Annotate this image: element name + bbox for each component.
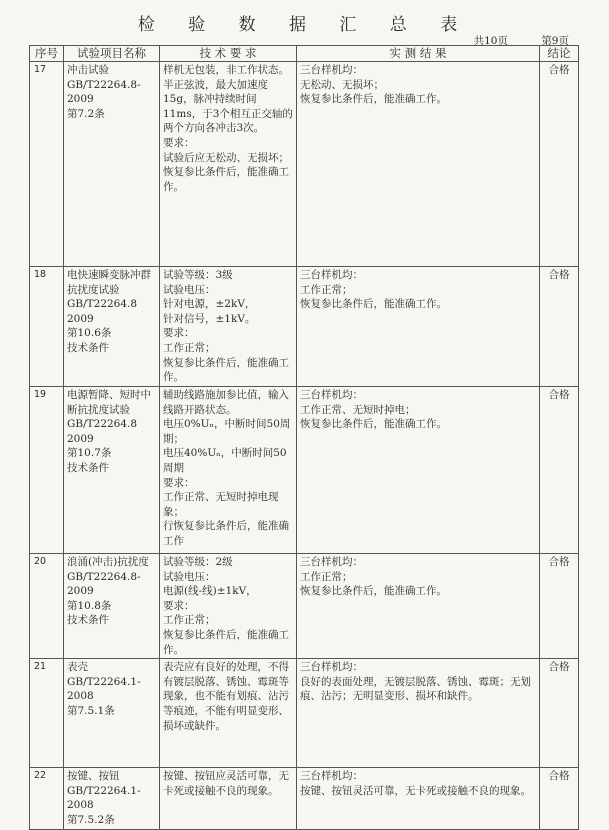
header-conclusion: 结论 <box>540 46 579 62</box>
requirement-line: 工作正常、无短时掉电现象； <box>163 491 279 518</box>
measured-line: 三台样机均： <box>300 556 363 568</box>
test-item-name-line: GB/T22264.1- <box>67 675 141 688</box>
measured-line: 恢复参比条件后，能准确工作。 <box>300 298 447 311</box>
measured-line: 三台样机均： <box>300 770 363 783</box>
requirement-line: 针对信号，±1kV。 <box>163 312 256 325</box>
requirement-line: 工作正常； <box>163 614 216 627</box>
measured-line: 工作正常； <box>300 570 353 583</box>
requirement-line: 试验电压： <box>163 283 216 296</box>
technical-requirement <box>160 267 297 387</box>
technical-requirement <box>160 62 297 267</box>
measured-result <box>297 554 540 659</box>
test-item-name-line: 2008 <box>67 690 94 703</box>
requirement-line: 恢复参比条件后，能准确工作。 <box>163 356 289 384</box>
test-item-name-line: GB/T22264.8- <box>67 570 141 583</box>
measured-result <box>297 659 540 768</box>
measured-result <box>297 267 540 387</box>
requirement-line: 行恢复参比条件后，能准确工作 <box>163 520 289 547</box>
measured-line: 三台样机均： <box>300 269 363 281</box>
requirement-line: 针对电源，±2kV， <box>163 298 256 311</box>
test-item-name-line: GB/T22264.8- <box>67 78 141 91</box>
conclusion: 合格 <box>540 267 579 387</box>
measured-line: 工作正常； <box>300 283 353 296</box>
header-no: 序号 <box>30 46 64 62</box>
test-item-name-line: GB/T22264.8 <box>67 418 138 431</box>
row-number: 21 <box>30 659 64 768</box>
measured-result <box>297 768 540 829</box>
measured-result <box>297 387 540 554</box>
table-row <box>30 387 579 554</box>
test-item-name-line: GB/T22264.8 <box>67 298 138 311</box>
requirement-line: 电源(线-线)±1kV， <box>163 585 257 598</box>
data-summary-table <box>29 45 579 830</box>
test-item-name-line: 第7.5.1条 <box>67 704 115 717</box>
requirement-line: 试验电压： <box>163 570 216 583</box>
requirement-line: 电压0%Uₙ，中断时间50周期； <box>163 418 291 445</box>
test-item-name-line: 表壳 <box>67 661 88 674</box>
test-item-name-line: 第10.8条 <box>67 599 112 612</box>
test-item-name-line: 2009 <box>67 432 94 445</box>
test-item-name <box>64 62 160 267</box>
test-item-name-line: 第10.7条 <box>67 447 112 460</box>
row-number: 19 <box>30 387 64 554</box>
requirement-line: 电压40%Uₙ，中断时间50周期 <box>163 447 287 474</box>
test-item-name <box>64 659 160 768</box>
page-number: 第9页 <box>541 35 569 47</box>
conclusion: 合格 <box>540 659 579 768</box>
requirement-line: 恢复参比条件后，能准确工作。 <box>163 628 289 656</box>
test-item-name-line: 技术条件 <box>67 461 109 474</box>
test-item-name-line: 2009 <box>67 585 94 598</box>
total-pages: 共10页 <box>473 35 508 47</box>
test-item-name <box>64 554 160 659</box>
measured-line: 恢复参比条件后，能准确工作。 <box>300 585 447 598</box>
table-row <box>30 768 579 829</box>
test-item-name-line: 2008 <box>67 799 94 812</box>
requirement-line: 试验后应无松动、无损坏； <box>163 151 289 164</box>
header-item-name: 试验项目名称 <box>64 46 160 62</box>
requirement-line: 表壳应有良好的处理，不得有镀层脱落、锈蚀、霉斑等现象，也不能有划痕、沾污等痕迹，不能有明显变形、损坏或缺件。 <box>163 661 289 732</box>
requirement-line: 按键、按钮应灵活可靠，无卡死或接触不良的现象。 <box>163 770 289 797</box>
table-row <box>30 62 579 267</box>
test-item-name-line: 按键、按钮 <box>67 770 120 783</box>
table-header-row <box>30 46 579 62</box>
conclusion: 合格 <box>540 387 579 554</box>
requirement-line: 半正弦波，最大加速度15g，脉冲持续时间11ms，于3个相互正交轴的两个方向各冲击3次。 <box>163 78 293 135</box>
measured-line: 按键、按钮灵活可靠，无卡死或接触不良的现象。 <box>300 784 531 797</box>
conclusion: 合格 <box>540 62 579 267</box>
test-item-name-line: 冲击试验 <box>67 64 109 76</box>
requirement-line: 样机无包装，非工作状态。 <box>163 64 289 76</box>
test-item-name-line: 第7.5.2条 <box>67 813 115 826</box>
technical-requirement <box>160 768 297 829</box>
requirement-line: 工作正常； <box>163 341 216 354</box>
document-title: 检 验 数 据 汇 总 表 <box>137 15 472 35</box>
measured-line: 无松动、无损坏； <box>300 78 384 91</box>
row-number: 22 <box>30 768 64 829</box>
measured-line: 三台样机均： <box>300 661 363 674</box>
row-number: 18 <box>30 267 64 387</box>
requirement-line: 要求： <box>163 327 195 340</box>
test-item-name-line: 技术条件 <box>67 614 109 627</box>
technical-requirement <box>160 387 297 554</box>
measured-line: 三台样机均： <box>300 64 363 76</box>
test-item-name-line: 第7.2条 <box>67 107 105 120</box>
requirement-line: 要求： <box>163 599 195 612</box>
test-item-name <box>64 387 160 554</box>
measured-line: 恢复参比条件后，能准确工作。 <box>300 93 447 106</box>
conclusion: 合格 <box>540 554 579 659</box>
requirement-line: 试验等级：3级 <box>163 269 233 281</box>
measured-line: 良好的表面处理，无镀层脱落、锈蚀、霉斑；无划痕、沾污；无明显变形、损坏和缺件。 <box>300 675 531 703</box>
table-row <box>30 659 579 768</box>
test-item-name-line: 第10.6条 <box>67 327 112 340</box>
test-item-name-line: 2009 <box>67 93 94 106</box>
header-requirement: 技 术 要 求 <box>160 46 297 62</box>
requirement-line: 恢复参比条件后，能准确工作。 <box>163 166 289 193</box>
test-item-name <box>64 768 160 829</box>
measured-line: 工作正常、无短时掉电； <box>300 403 416 416</box>
requirement-line: 辅助线路施加参比值，输入线路开路状态。 <box>163 389 289 416</box>
measured-result <box>297 62 540 267</box>
test-item-name-line: 2009 <box>67 312 94 325</box>
test-item-name-line: 浪涌(冲击)抗扰度 <box>67 556 149 568</box>
technical-requirement <box>160 659 297 768</box>
row-number: 17 <box>30 62 64 267</box>
test-item-name-line: GB/T22264.1- <box>67 784 141 797</box>
measured-line: 三台样机均： <box>300 389 363 401</box>
test-item-name-line: 电快速瞬变脉冲群抗扰度试验 <box>67 269 151 296</box>
test-item-name-line: 电源暂降、短时中断抗扰度试验 <box>67 389 151 416</box>
row-number: 20 <box>30 554 64 659</box>
header-measured: 实 测 结 果 <box>297 46 540 62</box>
conclusion: 合格 <box>540 768 579 829</box>
requirement-line: 要求： <box>163 476 195 489</box>
test-item-name <box>64 267 160 387</box>
requirement-line: 要求： <box>163 136 195 149</box>
measured-line: 恢复参比条件后，能准确工作。 <box>300 418 447 431</box>
requirement-line: 试验等级：2级 <box>163 556 233 568</box>
test-item-name-line: 技术条件 <box>67 341 109 354</box>
table-row <box>30 554 579 659</box>
table-row <box>30 267 579 387</box>
technical-requirement <box>160 554 297 659</box>
